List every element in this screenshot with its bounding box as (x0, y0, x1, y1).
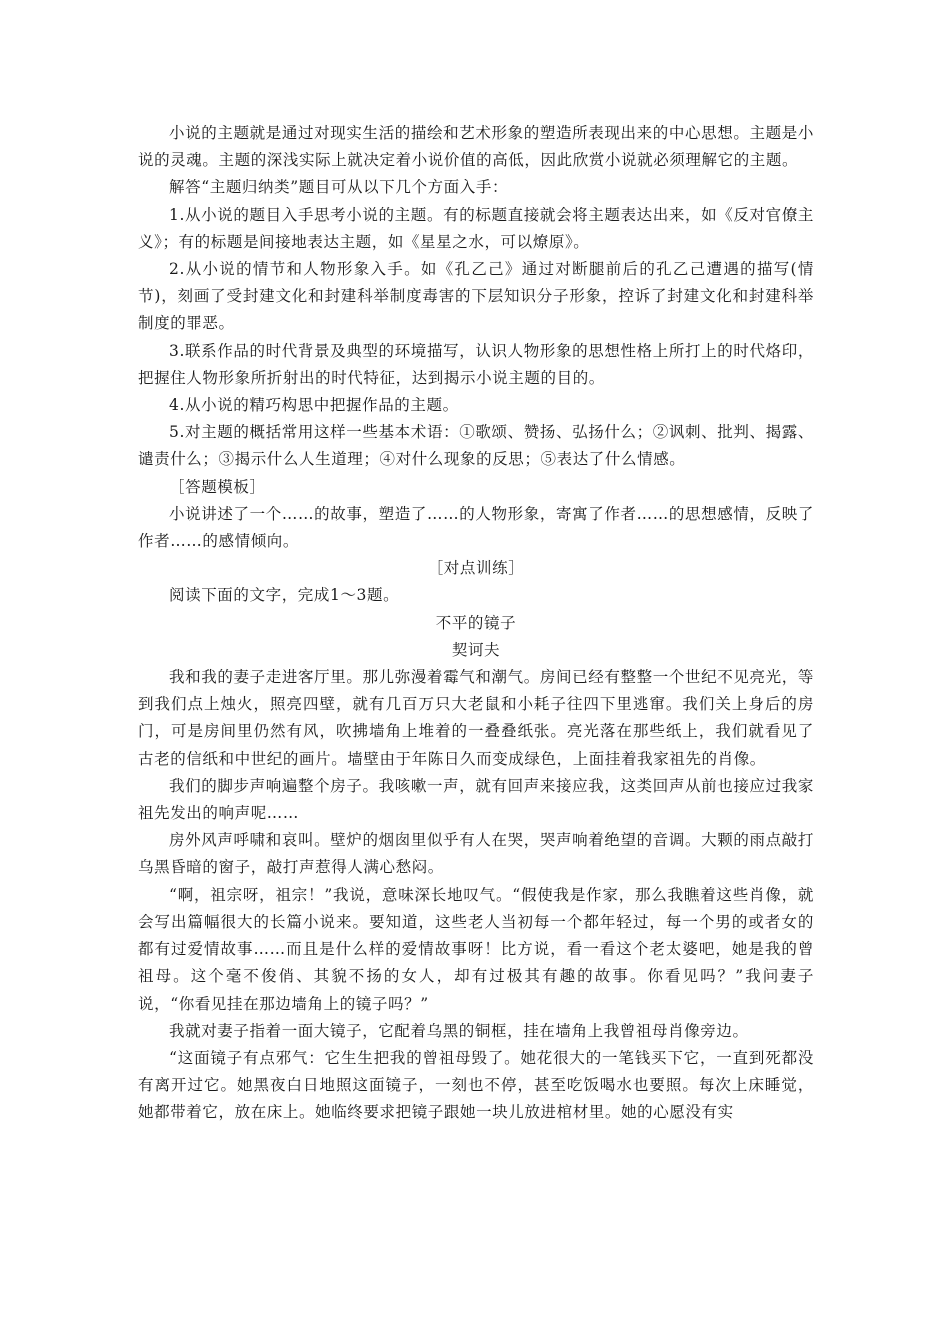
training-heading: ［对点训练］ (427, 559, 525, 578)
method-item-1: 1.从小说的题目入手思考小说的主题。有的标题直接就会将主题表达出来，如《反对官僚主义》；有的标题是间接地表达主题，如《星星之水，可以燎原》。 (138, 205, 814, 251)
story-paragraph: “这面镜子有点邪气：它生生把我的曾祖母毁了。她花很大的一笔钱买下它，一直到死都没有离开过它。她黑夜白日地照这面镜子，一刻也不停，甚至吃饭喝水也要照。每次上床睡觉，她都带着它，放在床上。她临终要求把镜子跟她一块儿放进棺材里。她的心愿没有实 (138, 1048, 814, 1122)
story-paragraph: 我和我的妻子走进客厅里。那儿弥漫着霉气和潮气。房间已经有整整一个世纪不见亮光，等到我们点上烛火，照亮四壁，就有几百万只大老鼠和小耗子往四下里逃窜。我们关上身后的房门，可是房间里仍然有风，吹拂墙角上堆着的一叠叠纸张。亮光落在那些纸上，我们就看见了古老的信纸和中世纪的画片。墙壁由于年陈日久而变成绿色，上面挂着我家祖先的肖像。 (138, 668, 814, 768)
training-instruction: 阅读下面的文字，完成1～3题。 (169, 586, 400, 605)
story-paragraph: 我们的脚步声响遍整个房子。我咳嗽一声，就有回声来接应我，这类回声从前也接应过我家祖先发出的响声呢…… (138, 776, 814, 823)
story-author: 契诃夫 (451, 640, 501, 659)
template-text: 小说讲述了一个……的故事，塑造了……的人物形象，寄寓了作者……的思想感情，反映了作者……的感情倾向。 (138, 504, 814, 551)
document-page (138, 120, 814, 1127)
method-item-2: 2.从小说的情节和人物形象入手。如《孔乙己》通过对断腿前后的孔乙己遭遇的描写(情节)，刻画了受封建文化和封建科举制度毒害的下层知识分子形象，控诉了封建文化和封建科举制度的罪恶。 (138, 260, 814, 333)
intro-paragraph: 解答“主题归纳类”题目可从以下几个方面入手： (169, 178, 509, 197)
story-paragraph: 房外风声呼啸和哀叫。壁炉的烟囱里似乎有人在哭，哭声响着绝望的音调。大颗的雨点敲打乌黑昏暗的窗子，敲打声惹得人满心愁闷。 (138, 831, 814, 877)
method-item-4: 4.从小说的精巧构思中把握作品的主题。 (169, 396, 459, 415)
template-heading: ［答题模板］ (169, 477, 266, 496)
method-item-5: 5.对主题的概括常用这样一些基本术语：①歌颂、赞扬、弘扬什么；②讽刺、批判、揭露、谴责什么；③揭示什么人生道理；④对什么现象的反思；⑤表达了什么情感。 (138, 423, 814, 469)
method-item-3: 3.联系作品的时代背景及典型的环境描写，认识人物形象的思想性格上所打上的时代烙印，把握住人物形象所折射出的时代特征，达到揭示小说主题的目的。 (138, 341, 814, 387)
intro-paragraph: 小说的主题就是通过对现实生活的描绘和艺术形象的塑造所表现出来的中心思想。主题是小说的灵魂。主题的深浅实际上就决定着小说价值的高低，因此欣赏小说就必须理解它的主题。 (138, 124, 814, 170)
story-title: 不平的镜子 (435, 613, 517, 632)
story-paragraph: “啊，祖宗呀，祖宗！”我说，意味深长地叹气。“假使我是作家，那么我瞧着这些肖像，就会写出篇幅很大的长篇小说来。要知道，这些老人当初每一个都年轻过，每一个男的或者女的都有过爱情故事……而且是什么样的爱情故事呀！比方说，看一看这个老太婆吧，她是我的曾祖母。这个毫不俊俏、其貌不扬的女人，却有过极其有趣的故事。你看见吗？”我问妻子说，“你看见挂在那边墙角上的镜子吗？” (138, 885, 814, 1013)
story-paragraph: 我就对妻子指着一面大镜子，它配着乌黑的铜框，挂在墙角上我曾祖母肖像旁边。 (169, 1021, 749, 1040)
